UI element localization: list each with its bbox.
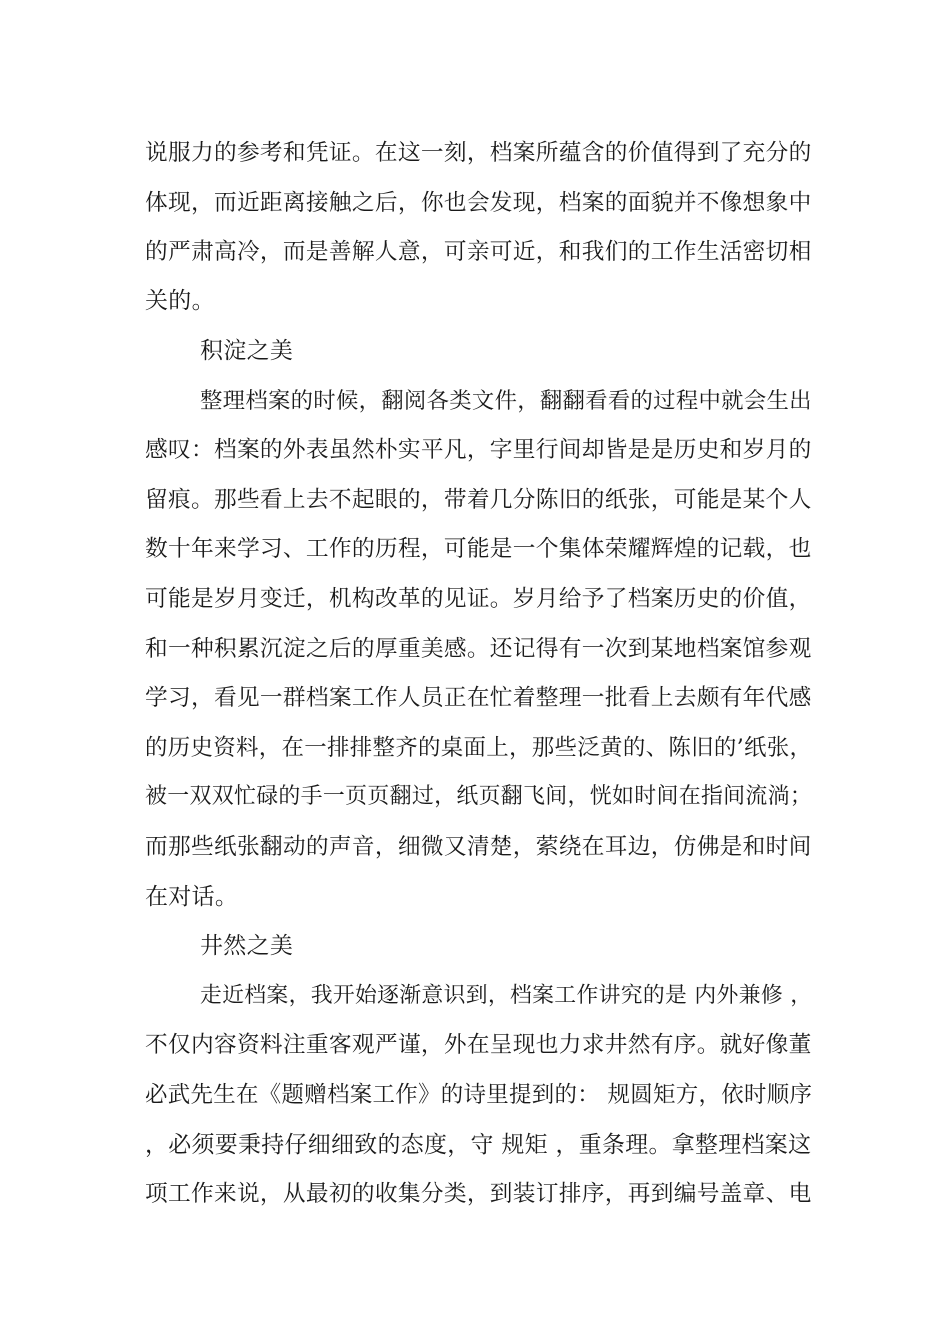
text-line: 可能是岁月变迁，机构改革的见证。岁月给予了档案历史的价值， [145,586,812,612]
text-line: 的历史资料，在一排排整齐的桌面上，那些泛黄的、陈旧的’纸张， [145,735,813,761]
text-line: 体现，而近距离接触之后，你也会发现，档案的面貌并不像想象中 [145,190,812,216]
paragraph-first-line: 整理档案的时候，翻阅各类文件，翻翻看看的过程中就会生出 [200,388,812,414]
text-line: 在对话。 [145,884,239,910]
text-line: 数十年来学习、工作的历程，可能是一个集体荣耀辉煌的记载，也 [145,536,812,562]
text-line: 感叹：档案的外表虽然朴实平凡，字里行间却皆是是历史和岁月的 [145,437,812,463]
text-line: 留痕。那些看上去不起眼的，带着几分陈旧的纸张，可能是某个人 [145,487,812,513]
text-line: 项工作来说，从最初的收集分类，到装订排序，再到编号盖章、电 [145,1181,812,1207]
text-line: 说服力的参考和凭证。在这一刻，档案所蕴含的价值得到了充分的 [145,140,812,166]
text-line: ，必须要秉持仔细细致的态度，守 规矩 ，重条理。拿整理档案这 [145,1132,812,1158]
text-line: 和一种积累沉淀之后的厚重美感。还记得有一次到某地档案馆参观 [145,636,812,662]
text-line: 不仅内容资料注重客观严谨，外在呈现也力求井然有序。就好像董 [145,1032,812,1058]
text-line: 的严肃高冷，而是善解人意，可亲可近，和我们的工作生活密切相 [145,239,812,265]
paragraph-first-line: 走近档案，我开始逐渐意识到，档案工作讲究的是 内外兼修 ， [200,983,813,1008]
section-heading: 积淀之美 [200,338,294,364]
text-line: 学习，看见一群档案工作人员正在忙着整理一批看上去颇有年代感 [145,685,812,711]
text-line: 关的。 [145,288,215,314]
text-line: 必武先生在《题赠档案工作》的诗里提到的： 规圆矩方，依时顺序 [145,1082,813,1108]
text-line: 而那些纸张翻动的声音，细微又清楚，萦绕在耳边，仿佛是和时间 [145,834,812,860]
text-line: 被一双双忙碌的手一页页翻过，纸页翻飞间，恍如时间在指间流淌； [145,784,813,809]
section-heading: 井然之美 [200,933,294,959]
